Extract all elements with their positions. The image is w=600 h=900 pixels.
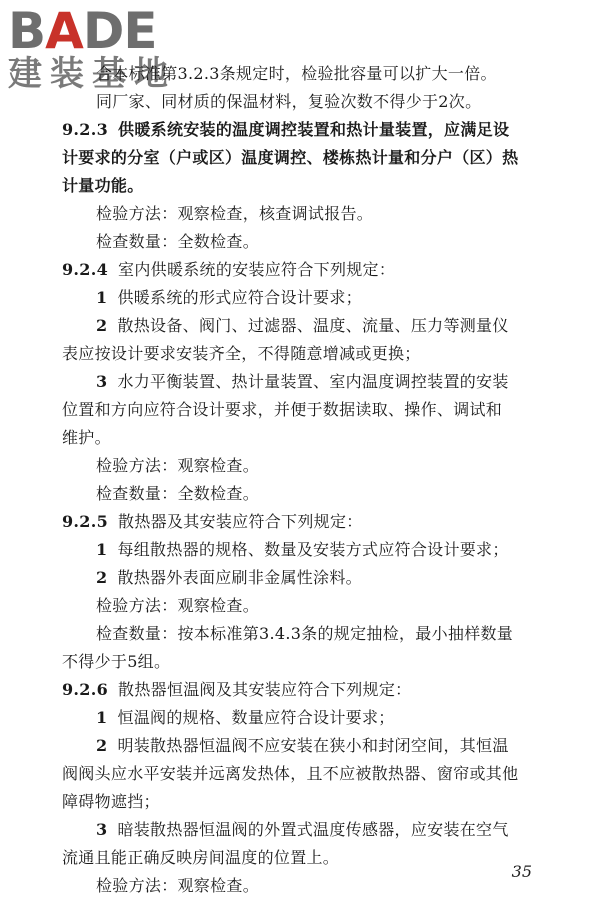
list-item-number: 1 [96, 540, 108, 559]
text-line [62, 620, 562, 648]
text-line [62, 592, 562, 620]
line-text: 供暖系统安装的温度调控装置和热计量装置，应满足设 [118, 120, 510, 139]
text-line [62, 60, 562, 88]
line-text: 检查数量：全数检查。 [96, 484, 260, 503]
list-item-number: 3 [96, 820, 108, 839]
text-line [62, 228, 562, 256]
text-line [62, 648, 562, 676]
line-text: 位置和方向应符合设计要求，并便于数据读取、操作、调试和 [62, 400, 503, 419]
text-line [62, 452, 562, 480]
text-line [62, 284, 562, 312]
text-line [62, 872, 562, 900]
text-line [62, 88, 562, 116]
line-text: 不得少于5组。 [62, 652, 171, 671]
text-line [62, 844, 562, 872]
line-text: 同厂家、同材质的保温材料，复验次数不得少于2次。 [96, 92, 482, 111]
text-line [62, 116, 562, 144]
clause-number: 9.2.6 [62, 680, 109, 699]
list-item-number: 3 [96, 372, 108, 391]
text-line [62, 788, 562, 816]
text-line [62, 172, 562, 200]
clause-number: 9.2.4 [62, 260, 109, 279]
watermark-latin: BADE [8, 2, 157, 60]
list-item-number: 1 [96, 288, 108, 307]
text-line [62, 340, 562, 368]
line-text: 明装散热器恒温阀不应安装在狭小和封闭空间，其恒温 [117, 736, 509, 755]
text-line [62, 424, 562, 452]
line-text: 阀阀头应水平安装并远离发热体，且不应被散热器、窗帘或其他 [62, 764, 519, 783]
line-text: 表应按设计要求安装齐全，不得随意增减或更换； [62, 344, 421, 363]
text-line [62, 200, 562, 228]
line-text: 散热设备、阀门、过滤器、温度、流量、压力等测量仪 [117, 316, 509, 335]
line-text: 水力平衡装置、热计量装置、室内温度调控装置的安装 [117, 372, 509, 391]
clause-number: 9.2.3 [62, 120, 109, 139]
document-body [62, 60, 562, 900]
line-text: 每组散热器的规格、数量及安装方式应符合设计要求； [117, 540, 509, 559]
line-text: 维护。 [62, 428, 111, 447]
text-line [62, 704, 562, 732]
line-text: 检验方法：观察检查。 [96, 596, 260, 615]
line-text: 暗装散热器恒温阀的外置式温度传感器，应安装在空气 [117, 820, 509, 839]
line-text: 检查数量：按本标准第3.4.3条的规定抽检，最小抽样数量 [96, 624, 514, 643]
line-text: 散热器及其安装应符合下列规定： [118, 512, 363, 531]
text-line [62, 396, 562, 424]
text-line [62, 536, 562, 564]
line-text: 检验方法：观察检查。 [96, 456, 260, 475]
line-text: 供暖系统的形式应符合设计要求； [117, 288, 362, 307]
list-item-number: 2 [96, 736, 108, 755]
line-text: 障碍物遮挡； [62, 792, 160, 811]
text-line [62, 312, 562, 340]
list-item-number: 2 [96, 568, 108, 587]
line-text: 流通且能正确反映房间温度的位置上。 [62, 848, 340, 867]
list-item-number: 1 [96, 708, 108, 727]
line-text: 计量功能。 [62, 176, 144, 195]
line-text: 恒温阀的规格、数量应符合设计要求； [117, 708, 395, 727]
line-text: 检验方法：观察检查。 [96, 876, 260, 895]
text-line [62, 816, 562, 844]
page-number: 35 [511, 862, 532, 881]
text-line [62, 760, 562, 788]
line-text: 室内供暖系统的安装应符合下列规定： [118, 260, 396, 279]
line-text: 检验方法：观察检查，核查调试报告。 [96, 204, 374, 223]
text-line [62, 368, 562, 396]
list-item-number: 2 [96, 316, 108, 335]
text-line [62, 256, 562, 284]
line-text: 计要求的分室（户或区）温度调控、楼栋热计量和分户（区）热 [62, 148, 519, 167]
line-text: 散热器外表面应刷非金属性涂料。 [117, 568, 362, 587]
text-line [62, 676, 562, 704]
line-text: 合本标准第3.2.3条规定时，检验批容量可以扩大一倍。 [96, 64, 497, 83]
line-text: 散热器恒温阀及其安装应符合下列规定： [118, 680, 412, 699]
text-line [62, 508, 562, 536]
text-line [62, 564, 562, 592]
line-text: 检查数量：全数检查。 [96, 232, 260, 251]
watermark-cjk: 建装基地 [8, 54, 176, 94]
clause-number: 9.2.5 [62, 512, 109, 531]
text-line [62, 732, 562, 760]
text-line [62, 480, 562, 508]
text-line [62, 144, 562, 172]
